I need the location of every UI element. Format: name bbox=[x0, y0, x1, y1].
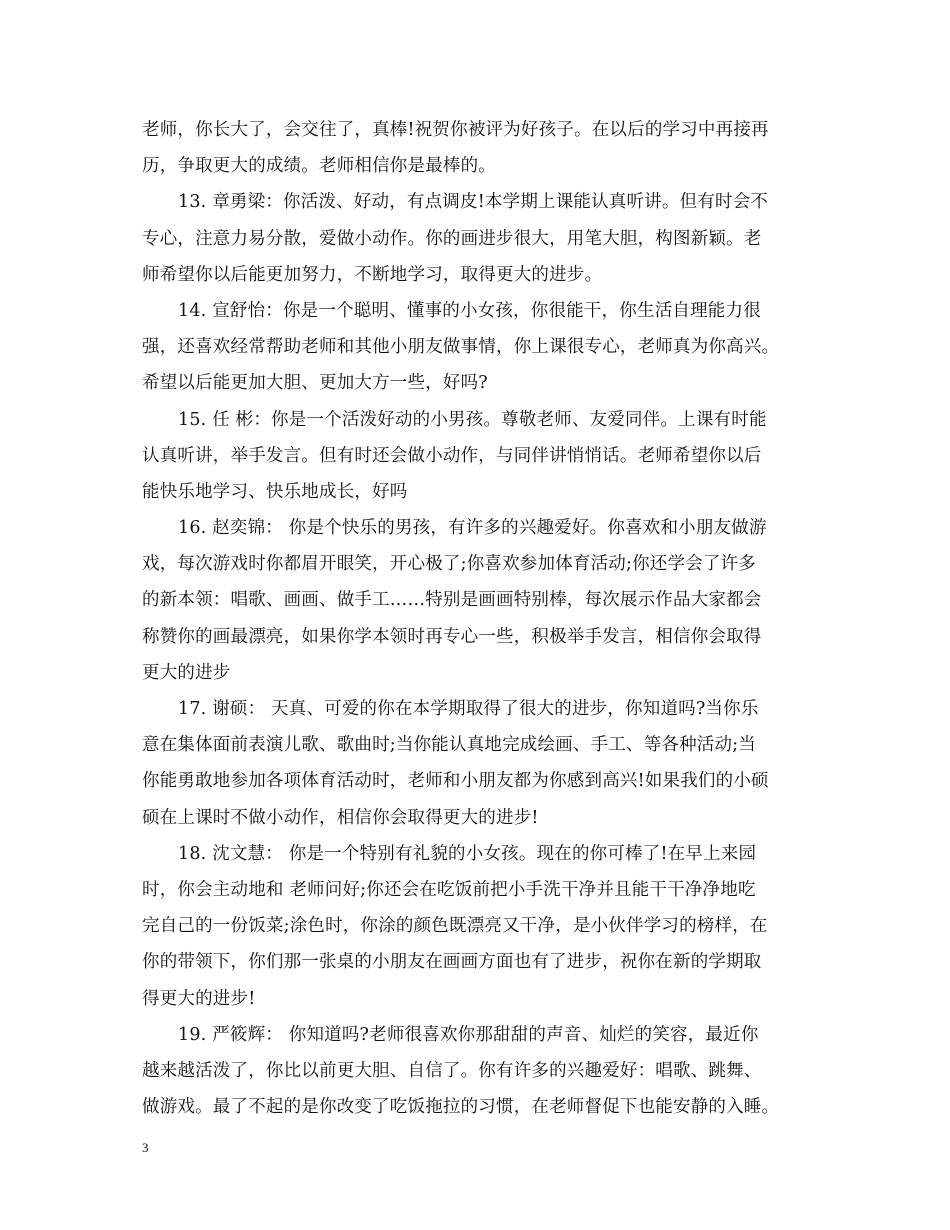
text-line: 16. 赵奕锦： 你是个快乐的男孩，有许多的兴趣爱好。你喜欢和小朋友做游 bbox=[178, 518, 767, 539]
comment-19 bbox=[142, 1017, 814, 1126]
text-line: 戏，每次游戏时你都眉开眼笑，开心极了;你喜欢参加体育活动;你还学会了许多 bbox=[142, 554, 756, 575]
comment-13 bbox=[142, 184, 814, 293]
page-number: 3 bbox=[142, 1140, 149, 1155]
text-line: 希望以后能更加大胆、更加大方一些，好吗? bbox=[142, 373, 488, 394]
text-line: 做游戏。最了不起的是你改变了吃饭拖拉的习惯，在老师督促下也能安静的入睡。 bbox=[142, 1097, 780, 1118]
text-line: 认真听讲，举手发言。但有时还会做小动作，与同伴讲悄悄话。老师希望你以后 bbox=[142, 445, 762, 466]
text-line: 13. 章勇梁：你活泼、好动，有点调皮!本学期上课能认真听讲。但有时会不 bbox=[178, 192, 769, 213]
text-line: 你能勇敢地参加各项体育活动时，老师和小朋友都为你感到高兴!如果我们的小硕 bbox=[142, 771, 769, 792]
text-line: 硕在上课时不做小动作，相信你会取得更大的进步! bbox=[142, 807, 539, 828]
text-line: 称赞你的画最漂亮，如果你学本领时再专心一些，积极举手发言，相信你会取得 bbox=[142, 626, 762, 647]
text-line: 专心，注意力易分散，爱做小动作。你的画进步很大，用笔大胆，构图新颖。老 bbox=[142, 228, 762, 249]
document-body bbox=[142, 112, 814, 1125]
text-line: 更大的进步 bbox=[142, 662, 231, 683]
text-line: 19. 严筱辉： 你知道吗?老师很喜欢你那甜甜的声音、灿烂的笑容，最近你 bbox=[178, 1024, 759, 1045]
text-line: 历，争取更大的成绩。老师相信你是最棒的。 bbox=[142, 156, 496, 177]
text-line: 17. 谢硕： 天真、可爱的你在本学期取得了很大的进步，你知道吗?当你乐 bbox=[178, 699, 759, 719]
text-line: 得更大的进步! bbox=[142, 988, 256, 1009]
paragraph-continued bbox=[142, 112, 814, 184]
comment-17 bbox=[142, 691, 814, 836]
comment-15 bbox=[142, 402, 814, 511]
text-line: 强，还喜欢经常帮助老师和其他小朋友做事情，你上课很专心，老师真为你高兴。 bbox=[142, 337, 780, 358]
comment-16 bbox=[142, 510, 814, 691]
text-line: 14. 宣舒怡：你是一个聪明、懂事的小女孩，你很能干，你生活自理能力很 bbox=[178, 300, 761, 321]
text-line: 意在集体面前表演儿歌、歌曲时;当你能认真地完成绘画、手工、等各种活动;当 bbox=[142, 735, 756, 756]
comment-18 bbox=[142, 836, 814, 1017]
text-line: 你的带领下，你们那一张桌的小朋友在画画方面也有了进步，祝你在新的学期取 bbox=[142, 952, 762, 973]
text-line: 时，你会主动地和 老师问好;你还会在吃饭前把小手洗干净并且能干干净净地吃 bbox=[142, 879, 756, 900]
text-line: 老师，你长大了，会交往了，真棒!祝贺你被评为好孩子。在以后的学习中再接再 bbox=[142, 120, 769, 140]
text-line: 18. 沈文慧： 你是一个特别有礼貌的小女孩。现在的你可棒了!在早上来园 bbox=[178, 843, 757, 864]
comment-14 bbox=[142, 293, 814, 402]
text-line: 完自己的一份饭菜;涂色时，你涂的颜色既漂亮又干净，是小伙伴学习的榜样，在 bbox=[142, 916, 768, 937]
text-line: 能快乐地学习、快乐地成长，好吗 bbox=[142, 481, 408, 502]
text-line: 15. 任 彬：你是一个活泼好动的小男孩。尊敬老师、友爱同伴。上课有时能 bbox=[178, 409, 767, 430]
text-line: 的新本领：唱歌、画画、做手工……特别是画画特别棒，每次展示作品大家都会 bbox=[142, 590, 762, 611]
text-line: 越来越活泼了，你比以前更大胆、自信了。你有许多的兴趣爱好：唱歌、跳舞、 bbox=[142, 1060, 762, 1081]
text-line: 师希望你以后能更加努力，不断地学习，取得更大的进步。 bbox=[142, 264, 603, 285]
